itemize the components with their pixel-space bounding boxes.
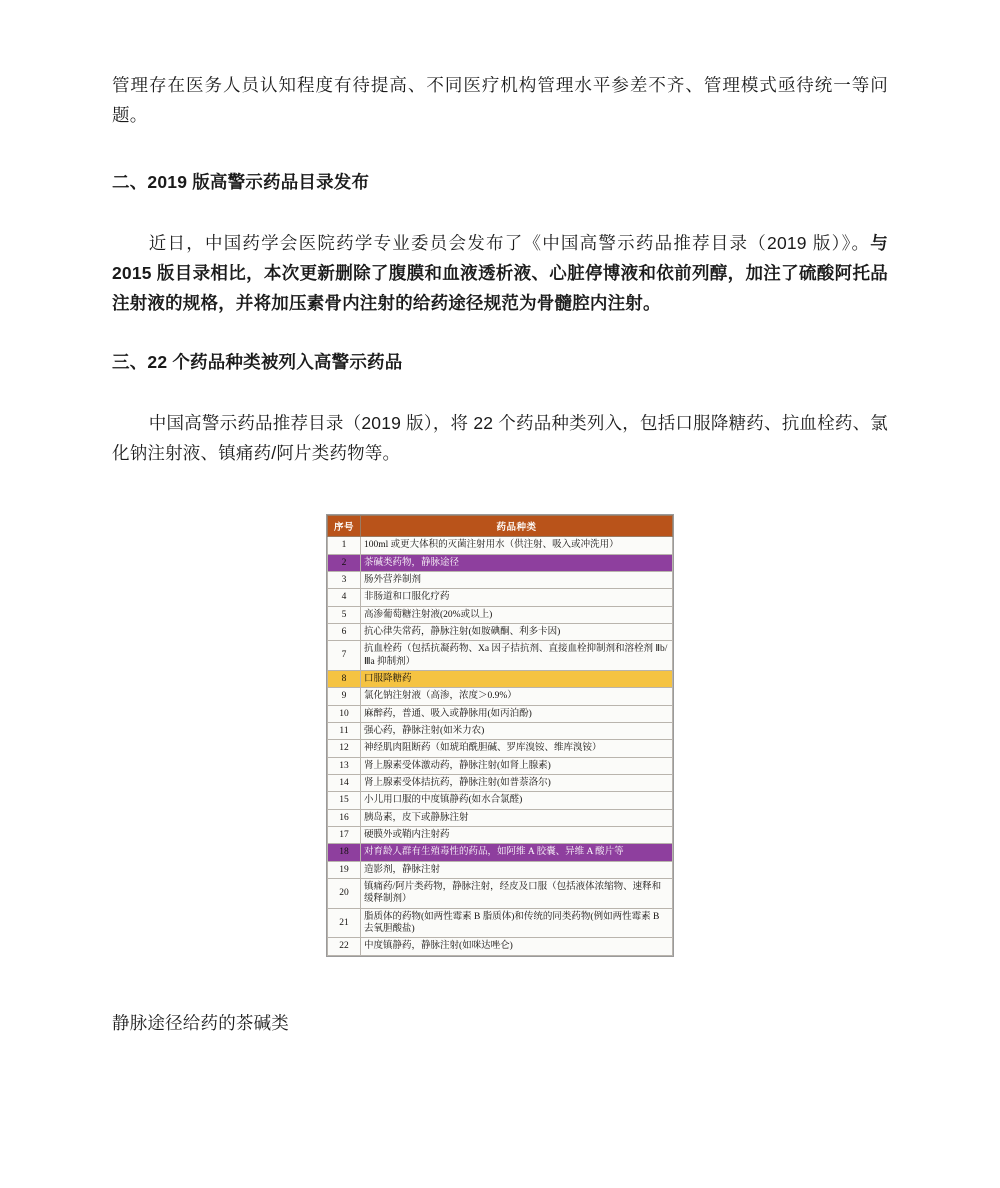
table-row: [328, 705, 673, 722]
spacer: [112, 130, 888, 168]
table-row: [328, 589, 673, 606]
table-row: [328, 688, 673, 705]
table-cell-no: 4: [328, 589, 361, 606]
table-cell-name: 肾上腺素受体激动药，静脉注射(如肾上腺素): [361, 757, 673, 774]
table-cell-no: 2: [328, 554, 361, 571]
table-row: [328, 792, 673, 809]
table-cell-no: 1: [328, 537, 361, 554]
table-row: [328, 623, 673, 640]
table-row: [328, 861, 673, 878]
table-cell-no: 7: [328, 641, 361, 671]
table-row: [328, 554, 673, 571]
table-row: [328, 740, 673, 757]
table-cell-name: 口服降糖药: [361, 670, 673, 687]
table-cell-name: 麻醉药，普通、吸入或静脉用(如丙泊酚): [361, 705, 673, 722]
table-cell-name: 非肠道和口服化疗药: [361, 589, 673, 606]
table-row: [328, 606, 673, 623]
section-three-heading: 三、22 个药品种类被列入高警示药品: [112, 352, 403, 373]
intro-paragraph: 管理存在医务人员认知程度有待提高、不同医疗机构管理水平参差不齐、管理模式亟待统一等问题。: [112, 75, 888, 126]
table-cell-name: 造影剂，静脉注射: [361, 861, 673, 878]
table-cell-no: 9: [328, 688, 361, 705]
table-row: [328, 827, 673, 844]
section-two-paragraph: [112, 228, 888, 318]
table-cell-name: 硬膜外或鞘内注射药: [361, 827, 673, 844]
table-cell-name: 100ml 或更大体积的灭菌注射用水（供注射、吸入或冲洗用）: [361, 537, 673, 554]
spacer: [112, 378, 888, 408]
table-row: [328, 722, 673, 739]
table-row: [328, 537, 673, 554]
table-cell-no: 18: [328, 844, 361, 861]
table-cell-name: 抗心律失常药，静脉注射(如胺碘酮、利多卡因): [361, 623, 673, 640]
table-cell-name: 小儿用口服的中度镇静药(如水合氯醛): [361, 792, 673, 809]
drug-category-table-figure: [326, 514, 674, 957]
drug-table-body: [328, 537, 673, 956]
table-header-name: 药品种类: [361, 516, 673, 537]
table-cell-no: 3: [328, 571, 361, 588]
table-cell-no: 16: [328, 809, 361, 826]
table-row: [328, 938, 673, 955]
table-cell-name: 茶碱类药物，静脉途径: [361, 554, 673, 571]
table-cell-name: 神经肌肉阻断药（如琥珀酰胆碱、罗库溴铵、维库溴铵）: [361, 740, 673, 757]
table-header-row: [328, 516, 673, 537]
table-cell-no: 17: [328, 827, 361, 844]
table-cell-no: 5: [328, 606, 361, 623]
closing-caption: 静脉途径给药的茶碱类: [112, 1012, 289, 1033]
section-two-paragraph-normal: 近日，中国药学会医院药学专业委员会发布了《中国高警示药品推荐目录（2019 版）》。: [148, 232, 871, 253]
table-cell-name: 对育龄人群有生殖毒性的药品，如阿维 A 胶囊、异维 A 酸片等: [361, 844, 673, 861]
table-cell-name: 氯化钠注射液（高渗，浓度＞0.9%）: [361, 688, 673, 705]
table-row: [328, 571, 673, 588]
table-cell-no: 19: [328, 861, 361, 878]
table-header-no: 序号: [328, 516, 361, 537]
table-row: [328, 641, 673, 671]
table-cell-no: 14: [328, 774, 361, 791]
table-cell-no: 12: [328, 740, 361, 757]
table-cell-no: 22: [328, 938, 361, 955]
table-row: [328, 844, 673, 861]
table-row: [328, 670, 673, 687]
table-row: [328, 809, 673, 826]
table-row: [328, 908, 673, 938]
table-cell-name: 抗血栓药（包括抗凝药物、Xa 因子拮抗剂、直接血栓抑制剂和溶栓剂 Ⅱb/Ⅲa 抑制剂）: [361, 641, 673, 671]
table-cell-name: 肾上腺素受体拮抗药，静脉注射(如普萘洛尔): [361, 774, 673, 791]
table-cell-no: 6: [328, 623, 361, 640]
table-cell-no: 13: [328, 757, 361, 774]
table-row: [328, 774, 673, 791]
spacer: [112, 198, 888, 228]
table-cell-name: 肠外营养制剂: [361, 571, 673, 588]
section-three-paragraph: 中国高警示药品推荐目录（2019 版），将 22 个药品种类列入，包括口服降糖药、抗血栓药、氯化钠注射液、镇痛药/阿片类药物等。: [112, 412, 888, 464]
table-cell-name: 中度镇静药，静脉注射(如咪达唑仑): [361, 938, 673, 955]
table-cell-no: 11: [328, 722, 361, 739]
table-cell-no: 8: [328, 670, 361, 687]
table-cell-no: 15: [328, 792, 361, 809]
section-two-heading: 二、2019 版高警示药品目录发布: [112, 172, 370, 193]
table-row: [328, 879, 673, 909]
section-two-paragraph-bold: 与 2015 版目录相比，本次更新删除了腹膜和血液透析液、心脏停博液和依前列醇，加注了硫酸阿托品注射液的规格，并将加压素骨内注射的给药途径规范为骨髓腔内注射。: [112, 232, 888, 314]
table-cell-name: 强心药，静脉注射(如米力农): [361, 722, 673, 739]
table-cell-no: 20: [328, 879, 361, 909]
table-row: [328, 757, 673, 774]
table-cell-no: 21: [328, 908, 361, 938]
table-cell-name: 胰岛素，皮下或静脉注射: [361, 809, 673, 826]
table-cell-no: 10: [328, 705, 361, 722]
table-cell-name: 脂质体的药物(如两性霉素 B 脂质体)和传统的同类药物(例如两性霉素 B 去氧胆酸盐): [361, 908, 673, 938]
table-cell-name: 镇痛药/阿片类药物，静脉注射，经皮及口服（包括液体浓缩物、速释和缓释制剂）: [361, 879, 673, 909]
drug-category-table: [327, 515, 673, 956]
table-cell-name: 高渗葡萄糖注射液(20%或以上): [361, 606, 673, 623]
spacer: [112, 318, 888, 348]
